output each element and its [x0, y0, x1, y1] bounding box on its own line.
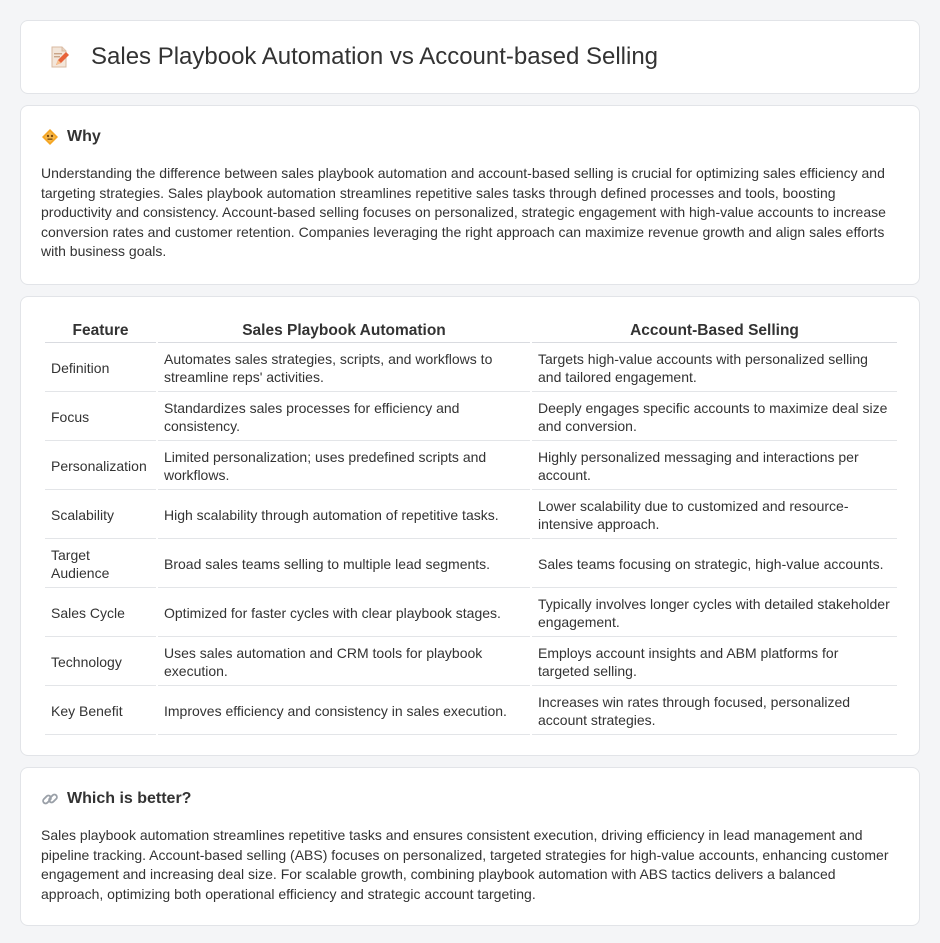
table-row — [45, 688, 897, 735]
comparison-table — [43, 317, 899, 737]
spa-cell: Limited personalization; uses predefined scripts and workflows. — [158, 443, 530, 490]
why-heading: Why — [67, 128, 101, 145]
spa-cell: Optimized for faster cycles with clear playbook stages. — [158, 590, 530, 637]
table-row — [45, 492, 897, 539]
abs-cell: Highly personalized messaging and interactions per account. — [532, 443, 897, 490]
abs-cell: Employs account insights and ABM platforms for targeted selling. — [532, 639, 897, 686]
feature-cell: Target Audience — [45, 541, 156, 588]
table-row — [45, 345, 897, 392]
table-row — [45, 639, 897, 686]
why-section — [20, 105, 920, 285]
table-row — [45, 590, 897, 637]
table-row — [45, 541, 897, 588]
abs-cell: Deeply engages specific accounts to maximize deal size and conversion. — [532, 394, 897, 441]
spa-cell: Broad sales teams selling to multiple lead segments. — [158, 541, 530, 588]
better-header — [41, 790, 899, 808]
abs-cell: Targets high-value accounts with personalized selling and tailored engagement. — [532, 345, 897, 392]
better-heading: Which is better? — [67, 790, 192, 807]
abs-cell: Lower scalability due to customized and resource-intensive approach. — [532, 492, 897, 539]
diamond-sign-icon — [41, 128, 59, 146]
title-card — [20, 20, 920, 94]
why-text: Understanding the difference between sales playbook automation and account-based selling is crucial for optimizing sales efficiency and targeting strategies. Sales playbook automation streamlines repetitive sales tasks through defined processes and tools, boosting productivity and consistency. Account-based selling focuses on personalized, strategic engagement with high-value accounts to increase conversion rates and customer retention. Companies leveraging the right approach can maximize revenue growth and align sales efforts with business goals. — [41, 165, 886, 260]
spa-cell: Uses sales automation and CRM tools for playbook execution. — [158, 639, 530, 686]
spa-cell: Automates sales strategies, scripts, and workflows to streamline reps' activities. — [158, 345, 530, 392]
abs-cell: Sales teams focusing on strategic, high-value accounts. — [532, 541, 897, 588]
page-title: Sales Playbook Automation vs Account-based Selling — [91, 43, 659, 70]
document-edit-icon — [47, 45, 71, 69]
header-sales-playbook-automation: Sales Playbook Automation — [158, 319, 530, 343]
spa-cell: Improves efficiency and consistency in sales execution. — [158, 688, 530, 735]
abs-cell: Increases win rates through focused, personalized account strategies. — [532, 688, 897, 735]
abs-cell: Typically involves longer cycles with detailed stakeholder engagement. — [532, 590, 897, 637]
spa-cell: Standardizes sales processes for efficiency and consistency. — [158, 394, 530, 441]
feature-cell: Scalability — [45, 492, 156, 539]
better-text: Sales playbook automation streamlines repetitive tasks and ensures consistent execution, driving efficiency in lead management and pipeline tracking. Account-based selling (ABS) focuses on personalized, targeted strategies for high-value accounts, enhancing customer engagement and increasing deal size. For scalable growth, combining playbook automation with ABS tactics delivers a balanced approach, optimizing both operational efficiency and strategic account targeting. — [41, 827, 889, 902]
link-icon — [41, 790, 59, 808]
feature-cell: Technology — [45, 639, 156, 686]
table-header-row — [45, 319, 897, 343]
feature-cell: Focus — [45, 394, 156, 441]
which-is-better-section — [20, 767, 920, 926]
feature-cell: Definition — [45, 345, 156, 392]
feature-cell: Personalization — [45, 443, 156, 490]
header-account-based-selling: Account-Based Selling — [532, 319, 897, 343]
table-row — [45, 394, 897, 441]
table-row — [45, 443, 897, 490]
spa-cell: High scalability through automation of repetitive tasks. — [158, 492, 530, 539]
feature-cell: Key Benefit — [45, 688, 156, 735]
feature-cell: Sales Cycle — [45, 590, 156, 637]
header-feature: Feature — [45, 319, 156, 343]
comparison-table-card — [20, 296, 920, 756]
why-header — [41, 128, 899, 146]
